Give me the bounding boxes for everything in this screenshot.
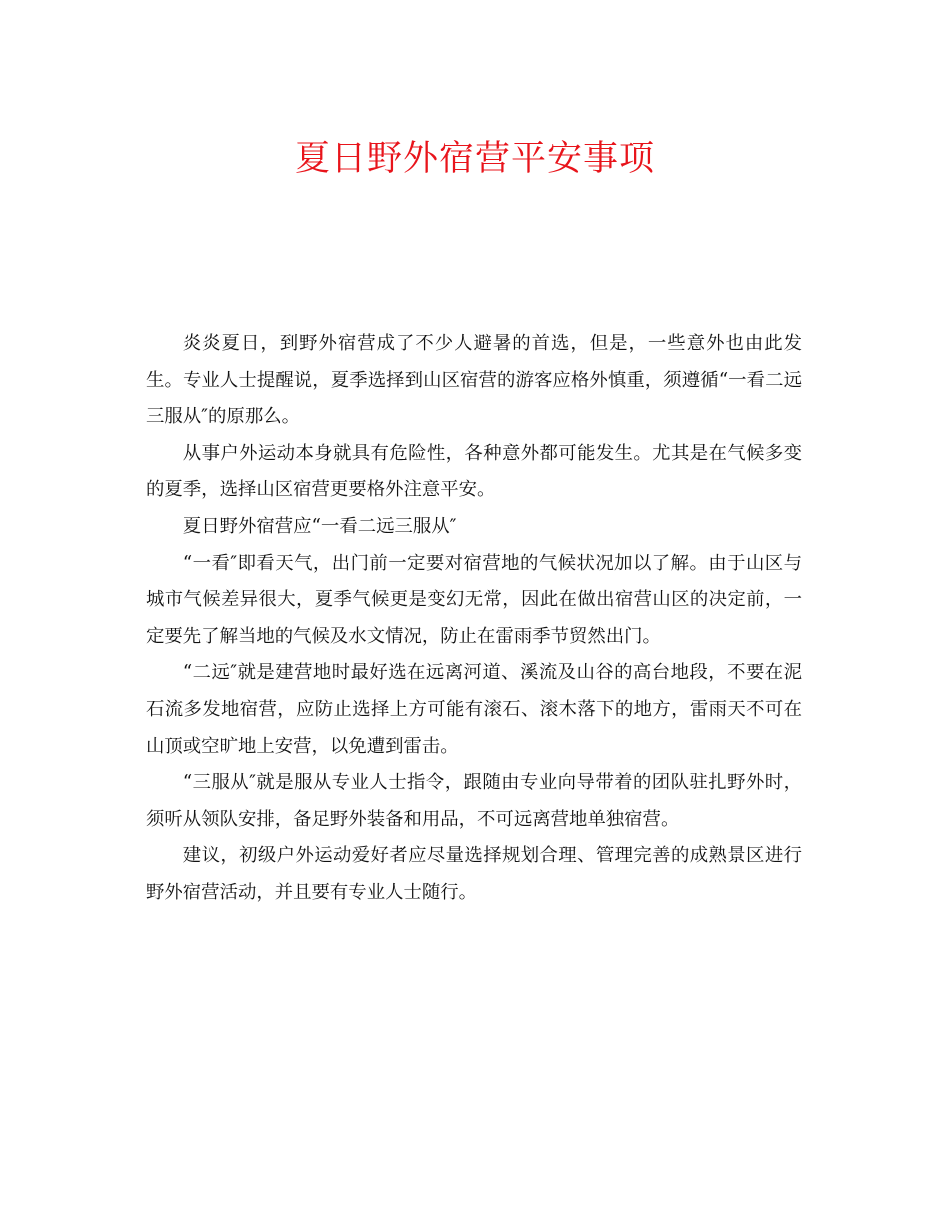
paragraph: 建议，初级户外运动爱好者应尽量选择规划合理、管理完善的成熟景区进行野外宿营活动，并且要有专业人士随行。	[146, 845, 802, 903]
paragraph: “二远″就是建营地时最好选在远离河道、溪流及山谷的高台地段，不要在泥石流多发地宿营，应防止选择上方可能有滚石、滚木落下的地方，雷雨天不可在山顶或空旷地上安营，以免遭到雷击。	[146, 662, 802, 757]
paragraph: 从事户外运动本身就具有危险性，各种意外都可能发生。尤其是在气候多变的夏季，选择山区宿营更要格外注意平安。	[146, 442, 802, 501]
paragraph: “一看″即看天气，出门前一定要对宿营地的气候状况加以了解。由于山区与城市气候差异很大，夏季气候更是变幻无常，因此在做出宿营山区的决定前，一定要先了解当地的气候及水文情况，防止在雷雨季节贸然出门。	[146, 552, 802, 647]
paragraph: 炎炎夏日，到野外宿营成了不少人避暑的首选，但是，一些意外也由此发生。专业人士提醒说，夏季选择到山区宿营的游客应格外慎重，须遵循“一看二远三服从″的原那么。	[146, 333, 802, 428]
document-body	[146, 326, 802, 912]
paragraph-heading: 夏日野外宿营应“一看二远三服从″	[182, 515, 457, 537]
document-title: 夏日野外宿营平安事项	[294, 139, 655, 179]
paragraph: “三服从″就是服从专业人士指令，跟随由专业向导带着的团队驻扎野外时，须听从领队安排，备足野外装备和用品，不可远离营地单独宿营。	[146, 772, 802, 830]
